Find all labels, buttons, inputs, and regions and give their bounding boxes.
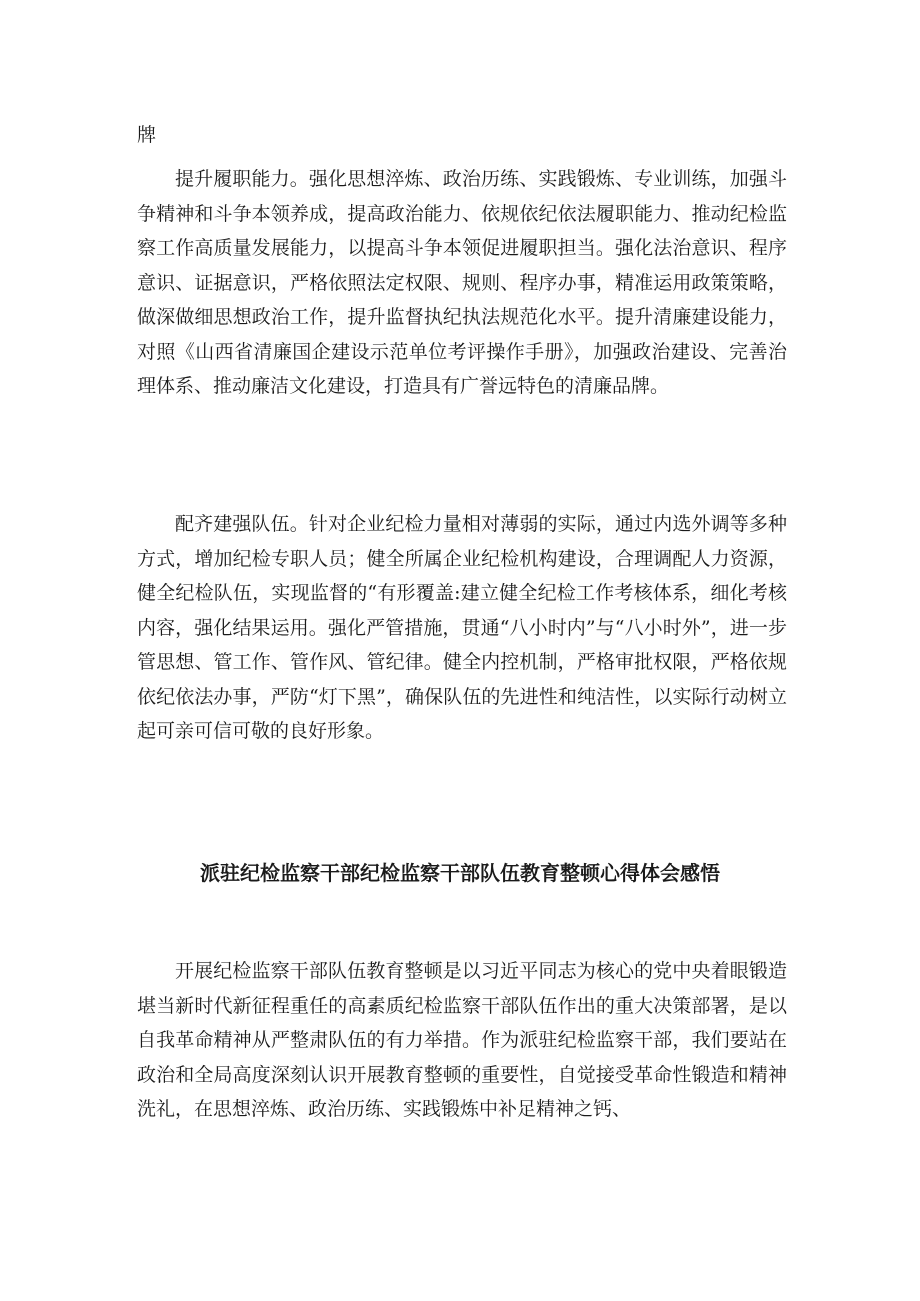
section-title: 派驻纪检监察干部纪检监察干部队伍教育整顿心得体会感悟 xyxy=(200,861,720,885)
paragraph-education-rectification: 开展纪检监察干部队伍教育整顿是以习近平同志为核心的党中央着眼锻造堪当新时代新征程重任的高素质纪检监察干部队伍作出的重大决策部署，是以自我革命精神从严整肃队伍的有力举措。作为派驻纪检监察干部，我们要站在政治和全局高度深刻认识开展教育整顿的重要性，自觉接受革命性锻造和精神洗礼，在思想淬炼、政治历练、实践锻炼中补足精神之钙、 xyxy=(137,960,787,1120)
paragraph-strengthen-team: 配齐建强队伍。针对企业纪检力量相对薄弱的实际，通过内选外调等多种方式，增加纪检专职人员；健全所属企业纪检机构建设，合理调配人力资源，健全纪检队伍，实现监督的“有形覆盖:建立健全纪检工作考核体系，细化考核内容，强化结果运用。强化严管措施，贯通“八小时内”与“八小时外”，进一步管思想、管工作、管作风、管纪律。健全内控机制，严格审批权限，严格依规依纪依法办事，严防“灯下黑”，确保队伍的先进性和纯洁性，以实际行动树立起可亲可信可敬的良好形象。 xyxy=(137,513,787,742)
paragraph-fragment: 牌 xyxy=(137,124,157,146)
paragraph-improve-capability: 提升履职能力。强化思想淬炼、政治历练、实践锻炼、专业训练，加强斗争精神和斗争本领养成，提高政治能力、依规依纪依法履职能力、推动纪检监察工作高质量发展能力，以提高斗争本领促进履职担当。强化法治意识、程序意识、证据意识，严格依照法定权限、规则、程序办事，精准运用政策策略，做深做细思想政治工作，提升监督执纪执法规范化水平。提升清廉建设能力，对照《山西省清廉国企建设示范单位考评操作手册》，加强政治建设、完善治理体系、推动廉洁文化建设，打造具有广誉远特色的清廉品牌。 xyxy=(137,168,787,397)
